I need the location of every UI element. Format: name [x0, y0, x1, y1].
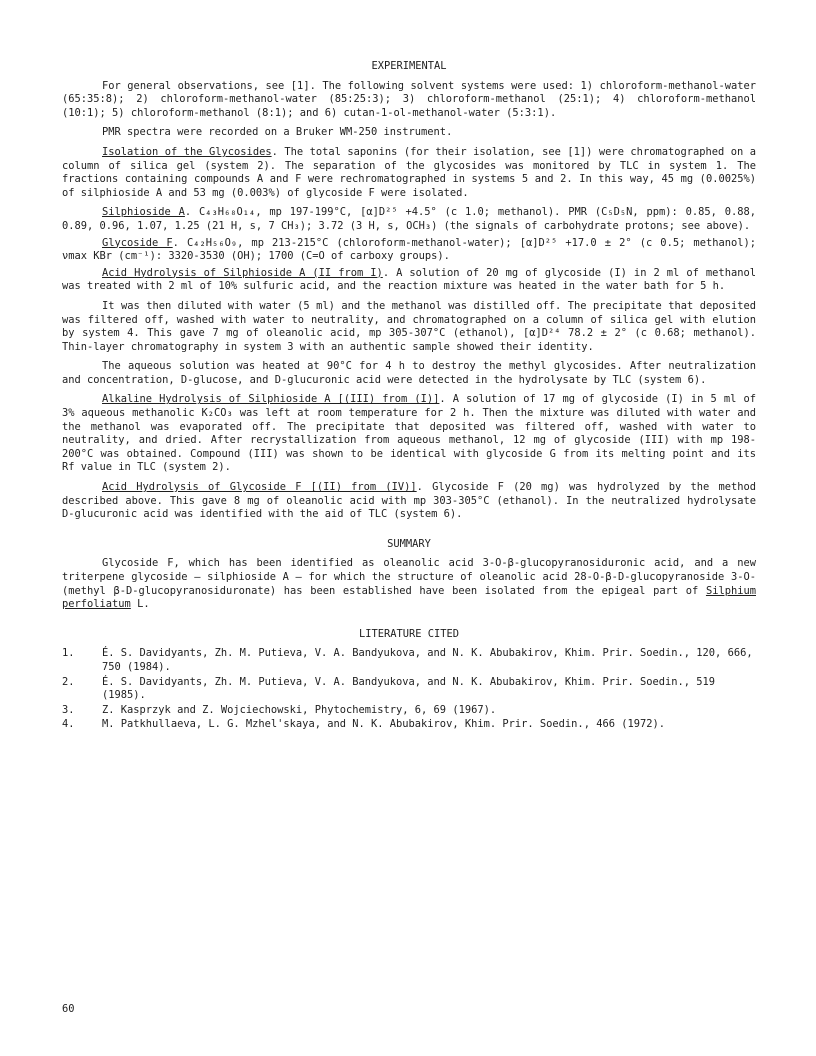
acid-hydrolysis-2-paragraph — [62, 481, 756, 522]
glycoside-f-text: . C₄₂H₅₆O₉, mp 213-215°C (chloroform-methanol-water); [α]D²⁵ +17.0 ± 2° (c 0.5; methanol); νmax KBr (cm⁻¹): 3320-3530 (OH); 1700 (C=O of carboxy groups). — [62, 236, 756, 263]
acid-hydrolysis-1-title: Acid Hydrolysis of Silphioside A (II from I) — [102, 266, 383, 279]
reference-number: 1. — [62, 647, 75, 660]
reference-list — [62, 647, 756, 732]
species-name: Silphium perfoliatum — [62, 584, 756, 611]
acid-hydrolysis-2-text: . Glycoside F (20 mg) was hydrolyzed by the method described above. This gave 8 mg of oleanolic acid with mp 303-305°C (ethanol). In the neutralized hydrolysate D-glucuronic acid was identified with the aid of TLC (system 6). — [62, 481, 756, 521]
reference-item — [62, 704, 756, 718]
reference-item — [62, 676, 756, 703]
summary-paragraph — [62, 557, 756, 611]
summary-text-end: L. — [130, 598, 150, 611]
reference-text: É. S. Davidyants, Zh. M. Putieva, V. A. Bandyukova, and N. K. Abubakirov, Khim. Prir. Soedin., 120, 666, 750 (1984). — [102, 647, 753, 673]
acid-hydrolysis-2-title: Acid Hydrolysis of Glycoside F [(II) from (IV)] — [102, 481, 417, 494]
reference-text: Z. Kasprzyk and Z. Wojciechowski, Phytochemistry, 6, 69 (1967). — [102, 703, 497, 716]
acid-hydrolysis-1-paragraph — [62, 267, 756, 294]
isolation-title: Isolation of the Glycosides — [102, 145, 272, 158]
literature-heading: LITERATURE CITED — [358, 627, 460, 640]
paper-page — [62, 60, 756, 733]
summary-heading: SUMMARY — [387, 537, 431, 550]
experimental-heading: EXPERIMENTAL — [371, 60, 447, 72]
pmr-instrument-paragraph: PMR spectra were recorded on a Bruker WM-250 instrument. — [102, 126, 453, 139]
alkaline-hydrolysis-paragraph — [62, 393, 756, 475]
glycoside-f-paragraph — [62, 237, 756, 264]
isolation-text: . The total saponins (for their isolation, see [1]) were chromatographed on a column of silica gel (system 2). The separation of the glycosides was monitored by TLC in system 1. The fractions containing compounds A and F were rechromatographed in systems 5 and 2. In this way, 45 mg (0.0025%) of silphioside A and 53 mg (0.003%) of glycoside F were isolated. — [62, 145, 756, 199]
reference-number: 4. — [62, 718, 75, 731]
dilution-paragraph: It was then diluted with water (5 ml) and the methanol was distilled off. The precipitate that deposited was filtered off, washed with water to neutrality, and chromatographed on a column of silica gel with elution by system 4. This gave 7 mg of oleanolic acid, mp 305-307°C (ethanol), [α]D²⁴ 78.2 ± 2° (c 0.68; methanol). Thin-layer chromatography in system 3 with an authentic sample showed their identity. — [62, 299, 756, 353]
glycoside-f-title: Glycoside F — [102, 236, 173, 249]
alkaline-hydrolysis-title: Alkaline Hydrolysis of Silphioside A [(III) from (I)] — [102, 393, 440, 406]
silphioside-text: . C₄₃H₆₈O₁₄, mp 197-199°C, [α]D²⁵ +4.5° (c 1.0; methanol). PMR (C₅D₅N, ppm): 0.85, 0.88, 0.89, 0.96, 1.07, 1.25 (21 H, s, 7 CH₃); 3.72 (3 H, s, OCH₃) (the signals of carbohydrate protons; see above). — [62, 206, 756, 232]
reference-number: 3. — [62, 703, 75, 716]
isolation-paragraph — [62, 146, 756, 200]
reference-text: É. S. Davidyants, Zh. M. Putieva, V. A. Bandyukova, and N. K. Abubakirov, Khim. Prir. Soedin., 519 (1985). — [102, 675, 716, 702]
reference-number: 2. — [62, 675, 75, 688]
acid-hydrolysis-1-text: . A solution of 20 mg of glycoside (I) in 2 ml of methanol was treated with 2 ml of 10% sulfuric acid, and the reaction mixture was heated in the water bath for 5 h. — [62, 266, 756, 293]
reference-item — [62, 718, 756, 732]
solvent-systems-paragraph: For general observations, see [1]. The following solvent systems were used: 1) chloroform-methanol-water (65:35:8); 2) chloroform-methanol-water (85:25:3); 3) chloroform-methanol (25:1); 4) chloroform-methanol (10:1); 5) chloroform-methanol (8:1); and 6) cutan-1-ol-methanol-water (5:3:1). — [62, 79, 756, 119]
aqueous-solution-paragraph: The aqueous solution was heated at 90°C for 4 h to destroy the methyl glycosides. After neutralization and concentration, D-glucose, and D-glucuronic acid were detected in the hydrolysate by TLC (system 6). — [62, 360, 756, 386]
page-number: 60 — [62, 1003, 75, 1015]
alkaline-hydrolysis-text: . A solution of 17 mg of glycoside (I) in 5 ml of 3% aqueous methanolic K₂CO₃ was left at room temperature for 2 h. Then the mixture was diluted with water and the methanol was evaporated off. The precipitate that deposited was filtered off, washed with water to neutrality, and dried. After recrystallization from aqueous methanol, 12 mg of glycoside (III) with mp 198-200°C was obtained. Compound (III) was shown to be identical with glycoside G from its melting point and its Rf value in TLC (system 2). — [62, 393, 756, 474]
reference-item — [62, 647, 756, 674]
summary-text: Glycoside F, which has been identified as oleanolic acid 3-O-β-glucopyranosiduronic acid, and a new triterpene glycoside — silphioside A — for which the structure of oleanolic acid 28-O-β-D-glucopyranoside 3-O-(methyl β-D-glucopyranosiduronate) has been established have been isolated from the epigeal part of — [62, 557, 756, 597]
silphioside-paragraph — [62, 206, 756, 233]
reference-text: M. Patkhullaeva, L. G. Mzhel'skaya, and N. K. Abubakirov, Khim. Prir. Soedin., 466 (1972). — [102, 718, 666, 731]
silphioside-title: Silphioside A — [102, 206, 185, 219]
